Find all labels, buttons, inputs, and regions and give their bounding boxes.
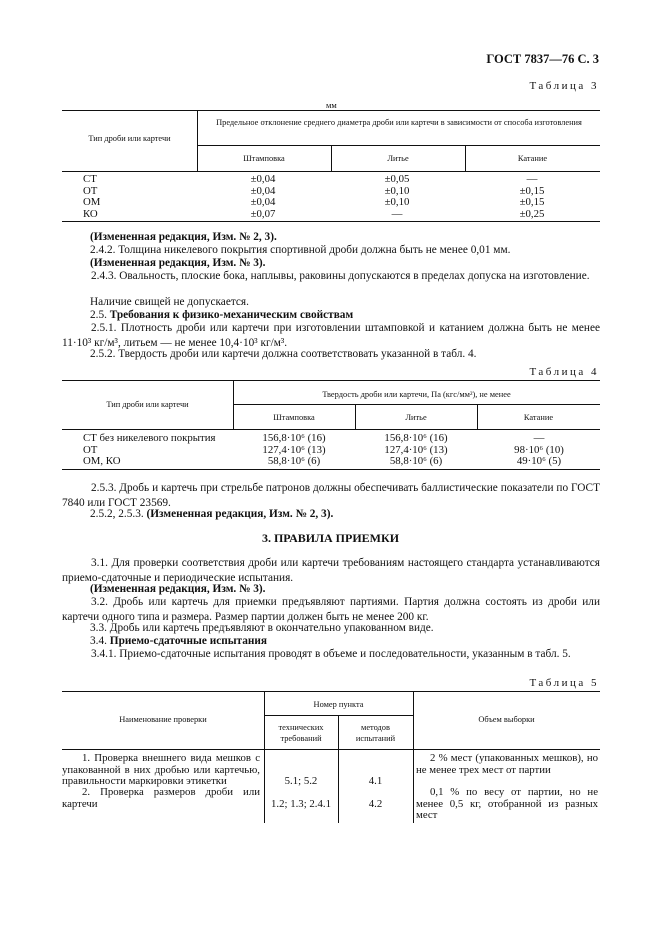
paragraph-3-1: 3.1. Для проверки соответствия дроби или картечи требованиям настоящего стандарта устанавливаются приемо-сдаточные и периодические испытания. (62, 557, 600, 584)
table5-row-tech: 1.2; 1.3; 2.4.1 (271, 798, 331, 810)
table3-row-type: КО (83, 207, 98, 220)
table5-row-method: 4.1 (368, 775, 383, 787)
paragraph-2-5-title: Требования к физико-механическим свойствам (109, 309, 354, 321)
page-header: ГОСТ 7837—76 С. 3 (486, 52, 599, 66)
amendment-note: (Измененная редакция, Изм. № 2, 3). (90, 231, 277, 243)
paragraph-fistula: Наличие свищей не допускается. (90, 296, 249, 308)
table4-cell: 127,4·10⁶ (13) (262, 443, 326, 456)
amendment-note: (Измененная редакция, Изм. № 3). (90, 257, 266, 269)
paragraph-3-4-title: Приемо-сдаточные испытания (109, 635, 268, 647)
table3-top-rule (62, 110, 600, 111)
table5-row-name: 2. Проверка размеров дроби или картечи (62, 786, 260, 810)
table3-bottom-rule (62, 221, 600, 222)
table5-col-tech: технических требований (278, 723, 324, 743)
table4-cell: 127,4·10⁶ (13) (384, 443, 448, 456)
table5-row-volume: 2 % мест (упакованных мешков), но не менее трех мест от партии (416, 752, 598, 776)
paragraph-3-4-1: 3.4.1. Приемо-сдаточные испытания проводят в объеме и последовательности, указанным в табл. 5. (91, 648, 571, 660)
table4-cell: 156,8·10⁶ (16) (262, 432, 326, 444)
table4-cell: 156,8·10⁶ (16) (384, 432, 448, 444)
table4-cell: 49·10⁶ (5) (516, 455, 562, 467)
table5-caption: Таблица 5 (529, 677, 599, 689)
table5-row-tech: 5.1; 5.2 (284, 775, 318, 787)
table3-col-roll: Катание (517, 154, 548, 163)
amendment-note: (Измененная редакция, Изм. № 3). (90, 583, 266, 595)
table3-mid-rule (197, 145, 600, 146)
table4-row-type: ОМ, КО (83, 455, 121, 467)
table3-row-type: СТ (83, 173, 97, 185)
paragraph-3-2: 3.2. Дробь или картечь для приемки предъявляют партиями. Партия должна состоять из дроби или картечи одного типа и размера. Размер партии должен быть не менее 200 кг. (62, 596, 600, 623)
table5-top-rule (62, 691, 600, 692)
table5-col-name: Наименование проверки (119, 715, 207, 724)
table3-cell: ±0,04 (250, 196, 276, 208)
table3-head-rule (62, 171, 600, 172)
table4-head-rule (62, 429, 600, 430)
table4-row-type: ОТ (83, 443, 98, 456)
table5-row-name: 1. Проверка внешнего вида мешков с упакованной в них дробью или картечью, правильности маркировки этикетки (62, 752, 260, 788)
paragraph-2-4-2: 2.4.2. Толщина никелевого покрытия спортивной дроби должна быть не менее 0,01 мм. (90, 244, 511, 256)
table4-col-roll: Катание (523, 413, 554, 422)
table5-head-rule (62, 749, 600, 750)
table4-cell: 58,8·10⁶ (6) (389, 455, 443, 467)
table3-cell: — (526, 173, 538, 185)
paragraph-2-5-number: 2.5. (90, 309, 107, 321)
table3-cell: — (391, 207, 403, 220)
table4-cell: — (533, 432, 545, 444)
table3-unit: мм (326, 100, 337, 110)
table4-top-rule (62, 380, 600, 381)
table4-mid-rule (233, 404, 600, 405)
table4-cell: 98·10⁶ (10) (514, 443, 564, 456)
table5-row-method: 4.2 (368, 798, 383, 810)
table3-cell: ±0,04 (250, 173, 276, 185)
paragraph-3-3: 3.3. Дробь или картечь предъявляют в окончательно упакованном виде. (90, 622, 434, 634)
table3-row-type: ОМ (83, 196, 101, 208)
table3-cell: ±0,15 (519, 196, 545, 208)
table3-cell: ±0,15 (519, 184, 545, 197)
table3-cell: ±0,10 (384, 184, 410, 197)
paragraph-2-5-3: 2.5.3. Дробь и картечь при стрельбе патронов должны обеспечивать баллистические показатели по ГОСТ 7840 или ГОСТ 23569. (62, 482, 600, 509)
section-title: 3. ПРАВИЛА ПРИЕМКИ (261, 531, 400, 545)
table4-col-cast: Литье (405, 413, 427, 422)
table4-row-type: СТ без никелевого покрытия (83, 432, 216, 444)
table3-row-type: ОТ (83, 184, 98, 197)
table3-caption: Таблица 3 (529, 80, 599, 92)
table4-group-header: Твердость дроби или картечи, Па (кгс/мм²), не менее (322, 390, 511, 399)
table4-col-stamp: Штамповка (273, 413, 315, 422)
paragraph-2-5-2: 2.5.2. Твердость дроби или картечи должна соответствовать указанной в табл. 4. (90, 348, 477, 360)
amendment-clauses: 2.5.2, 2.5.3. (90, 508, 144, 520)
amendment-note (90, 507, 600, 522)
table3-col-type: Тип дроби или картечи (88, 134, 171, 143)
table5-group-header: Номер пункта (313, 700, 364, 709)
table3-group-header: Предельное отклонение среднего диаметра дроби или картечи в зависимости от способа изготовления (216, 118, 582, 127)
table3-col-stamp: Штамповка (243, 154, 285, 163)
table3-cell: ±0,05 (384, 173, 410, 185)
paragraph-3-4-number: 3.4. (90, 635, 107, 647)
table5-vline (413, 691, 414, 823)
paragraph-2-5-1: 2.5.1. Плотность дроби или картечи при изготовлении штамповкой и катанием должна быть не менее 11·10³ кг/м³, литьем — не менее 10,4·10³ кг/м³. (62, 322, 600, 349)
table3-cell: ±0,10 (384, 196, 410, 208)
table3-cell: ±0,04 (250, 184, 276, 197)
table4-caption: Таблица 4 (529, 366, 599, 378)
table3-cell: ±0,25 (519, 207, 545, 220)
amendment-text: (Измененная редакция, Изм. № 2, 3). (146, 508, 334, 520)
table3-col-cast: Литье (387, 154, 409, 163)
table4-col-type: Тип дроби или картечи (106, 400, 189, 409)
table4-cell: 58,8·10⁶ (6) (267, 455, 321, 467)
table3-cell: ±0,07 (250, 207, 276, 220)
table4-bottom-rule (62, 469, 600, 470)
paragraph-2-4-3: 2.4.3. Овальность, плоские бока, наплывы, раковины допускаются в пределах допуска на изготовление. (91, 270, 590, 282)
table5-col-method: методов испытаний (355, 723, 396, 743)
table5-col-volume: Объем выборки (478, 715, 535, 724)
table5-row-volume: 0,1 % по весу от партии, но не менее 0,5 кг, отобранной из разных мест (416, 786, 598, 822)
